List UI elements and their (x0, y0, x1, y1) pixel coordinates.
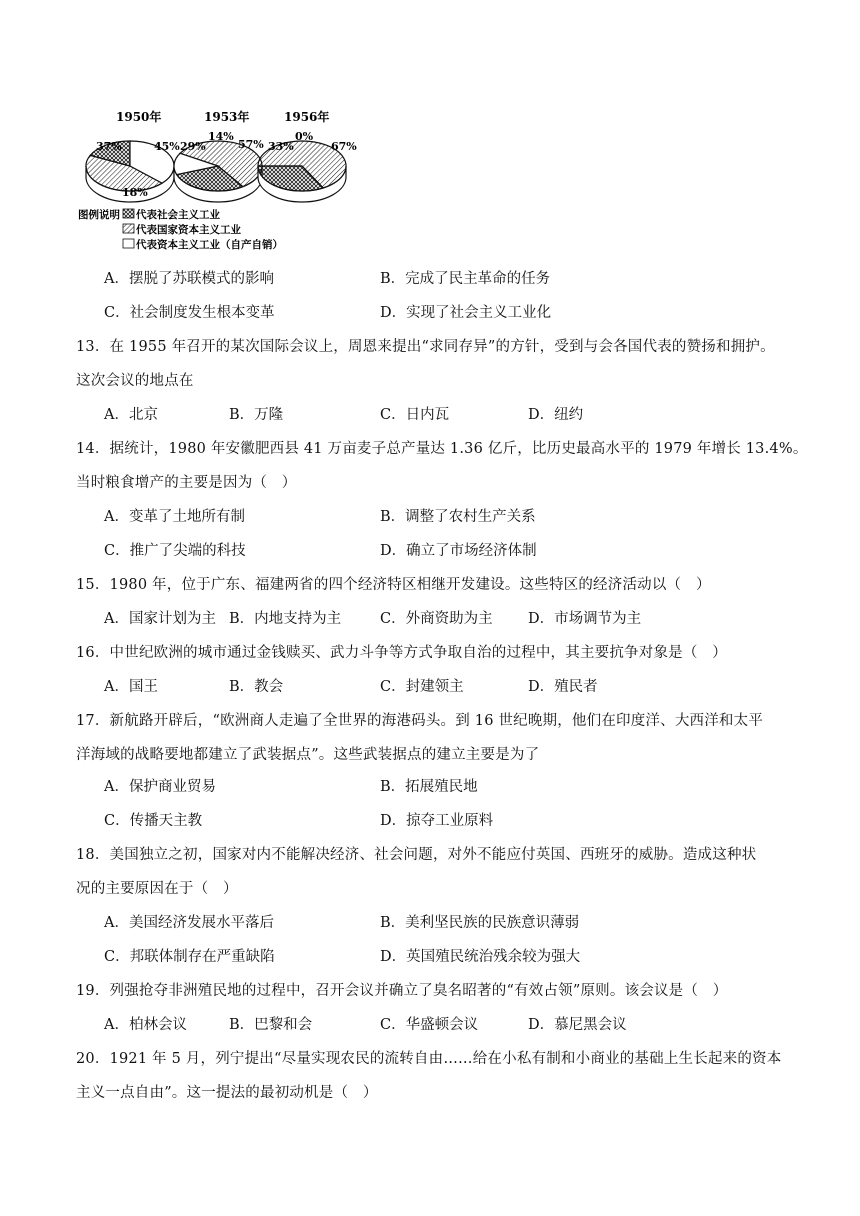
q20-stem-line1: 20．1921 年 5 月，列宁提出“尽量实现农民的流转自由……给在小私有制和小商业的基础上生长起来的资本 (76, 1051, 782, 1067)
q14-option-b[interactable]: B．调整了农村生产关系 (380, 509, 536, 525)
q12-option-b[interactable]: B．完成了民主革命的任务 (380, 271, 551, 287)
pie-charts-figure (78, 104, 368, 264)
pie2-label-c: 57% (238, 138, 264, 151)
q20-stem-line2: 主义一点自由”。这一提法的最初动机是（ ） (76, 1085, 378, 1101)
q16-stem-line1: 16．中世纪欧洲的城市通过金钱赎买、武力斗争等方式争取自治的过程中，其主要抗争对象是（ ） (76, 645, 727, 661)
q16-option-b[interactable]: B．教会 (229, 679, 284, 695)
q17-stem-line2: 洋海域的战略要地都建立了武装据点”。这些武装据点的建立主要是为了 (76, 747, 540, 763)
q17-option-d[interactable]: D．掠夺工业原料 (380, 813, 494, 829)
pie1-label-b: 45% (154, 140, 180, 153)
q15-option-d[interactable]: D．市场调节为主 (528, 611, 642, 627)
q14-stem-line2: 当时粮食增产的主要是因为（ ） (76, 475, 297, 491)
q18-option-a[interactable]: A．美国经济发展水平落后 (104, 915, 274, 931)
q15-option-a[interactable]: A．国家计划为主 (104, 611, 216, 627)
q14-option-c[interactable]: C．推广了尖端的科技 (104, 543, 246, 559)
legend-swatch-diag (123, 224, 134, 233)
q19-stem-line1: 19．列强抢夺非洲殖民地的过程中，召开会议并确立了臭名昭著的“有效占领”原则。该会议是（ ） (76, 983, 728, 999)
q18-option-d[interactable]: D．英国殖民统治残余较为强大 (380, 949, 581, 965)
pie-year-1953: 1953年 (204, 110, 250, 124)
q14-option-d[interactable]: D．确立了市场经济体制 (380, 543, 537, 559)
pie1-label-a: 37% (96, 140, 122, 153)
pie2-label-b: 14% (208, 130, 234, 143)
q19-option-b[interactable]: B．巴黎和会 (229, 1017, 313, 1033)
pie3-label-b: 0% (295, 130, 314, 143)
q16-option-a[interactable]: A．国王 (104, 679, 158, 695)
q13-option-c[interactable]: C．日内瓦 (380, 407, 450, 423)
q16-option-c[interactable]: C．封建领主 (380, 679, 464, 695)
q13-option-d[interactable]: D．纽约 (528, 407, 584, 423)
q19-option-c[interactable]: C．华盛顿会议 (380, 1017, 479, 1033)
q15-option-b[interactable]: B．内地支持为主 (229, 611, 342, 627)
pie3-label-a: 33% (268, 140, 294, 153)
q18-option-b[interactable]: B．美利坚民族的民族意识薄弱 (380, 915, 580, 931)
legend-swatch-blank (123, 239, 134, 248)
legend-swatch-cross (123, 209, 134, 218)
q18-stem-line1: 18．美国独立之初，国家对内不能解决经济、社会问题，对外不能应付英国、西班牙的威胁。造成这种状 (76, 847, 757, 863)
pie3-label-c: 67% (331, 140, 357, 153)
legend-title: 图例说明 (78, 209, 120, 221)
q14-option-a[interactable]: A．变革了土地所有制 (104, 509, 245, 525)
q15-stem-line1: 15．1980 年，位于广东、福建两省的四个经济特区相继开发建设。这些特区的经济活动以（ ） (76, 577, 711, 593)
q17-option-b[interactable]: B．拓展殖民地 (380, 779, 478, 795)
q15-option-c[interactable]: C．外商资助为主 (380, 611, 493, 627)
q12-option-d[interactable]: D．实现了社会主义工业化 (380, 305, 552, 321)
q13-stem-line1: 13．在 1955 年召开的某次国际会议上，周恩来提出“求同存异”的方针，受到与会各国代表的赞扬和拥护。 (76, 339, 775, 355)
pie-year-1956: 1956年 (284, 110, 330, 124)
legend-item-socialist: 代表社会主义工业 (136, 209, 220, 221)
q18-option-c[interactable]: C．邦联体制存在严重缺陷 (104, 949, 275, 965)
q16-option-d[interactable]: D．殖民者 (528, 679, 598, 695)
q17-option-a[interactable]: A．保护商业贸易 (104, 779, 216, 795)
legend-item-state-capitalist: 代表国家资本主义工业 (136, 224, 241, 236)
q13-option-a[interactable]: A．北京 (104, 407, 158, 423)
q12-option-a[interactable]: A．摆脱了苏联模式的影响 (104, 271, 274, 287)
q17-option-c[interactable]: C．传播天主教 (104, 813, 203, 829)
q14-stem-line1: 14．据统计，1980 年安徽肥西县 41 万亩麦子总产量达 1.36 亿斤，比历史最高水平的 1979 年增长 13.4%。 (76, 441, 808, 457)
q19-option-d[interactable]: D．慕尼黑会议 (528, 1017, 627, 1033)
pie-year-1950: 1950年 (116, 110, 162, 124)
q13-stem-line2: 这次会议的地点在 (76, 373, 194, 389)
q19-option-a[interactable]: A．柏林会议 (104, 1017, 187, 1033)
q12-option-c[interactable]: C．社会制度发生根本变革 (104, 305, 275, 321)
q17-stem-line1: 17．新航路开辟后，“欧洲商人走遍了全世界的海港码头。到 16 世纪晚期，他们在印度洋、大西洋和太平 (76, 713, 764, 729)
legend-item-capitalist: 代表资本主义工业（自产自销） (136, 239, 283, 251)
q18-stem-line2: 况的主要原因在于（ ） (76, 881, 238, 897)
q13-option-b[interactable]: B．万隆 (229, 407, 284, 423)
pie2-label-a: 29% (180, 140, 206, 153)
pie1-label-c: 18% (122, 186, 148, 199)
